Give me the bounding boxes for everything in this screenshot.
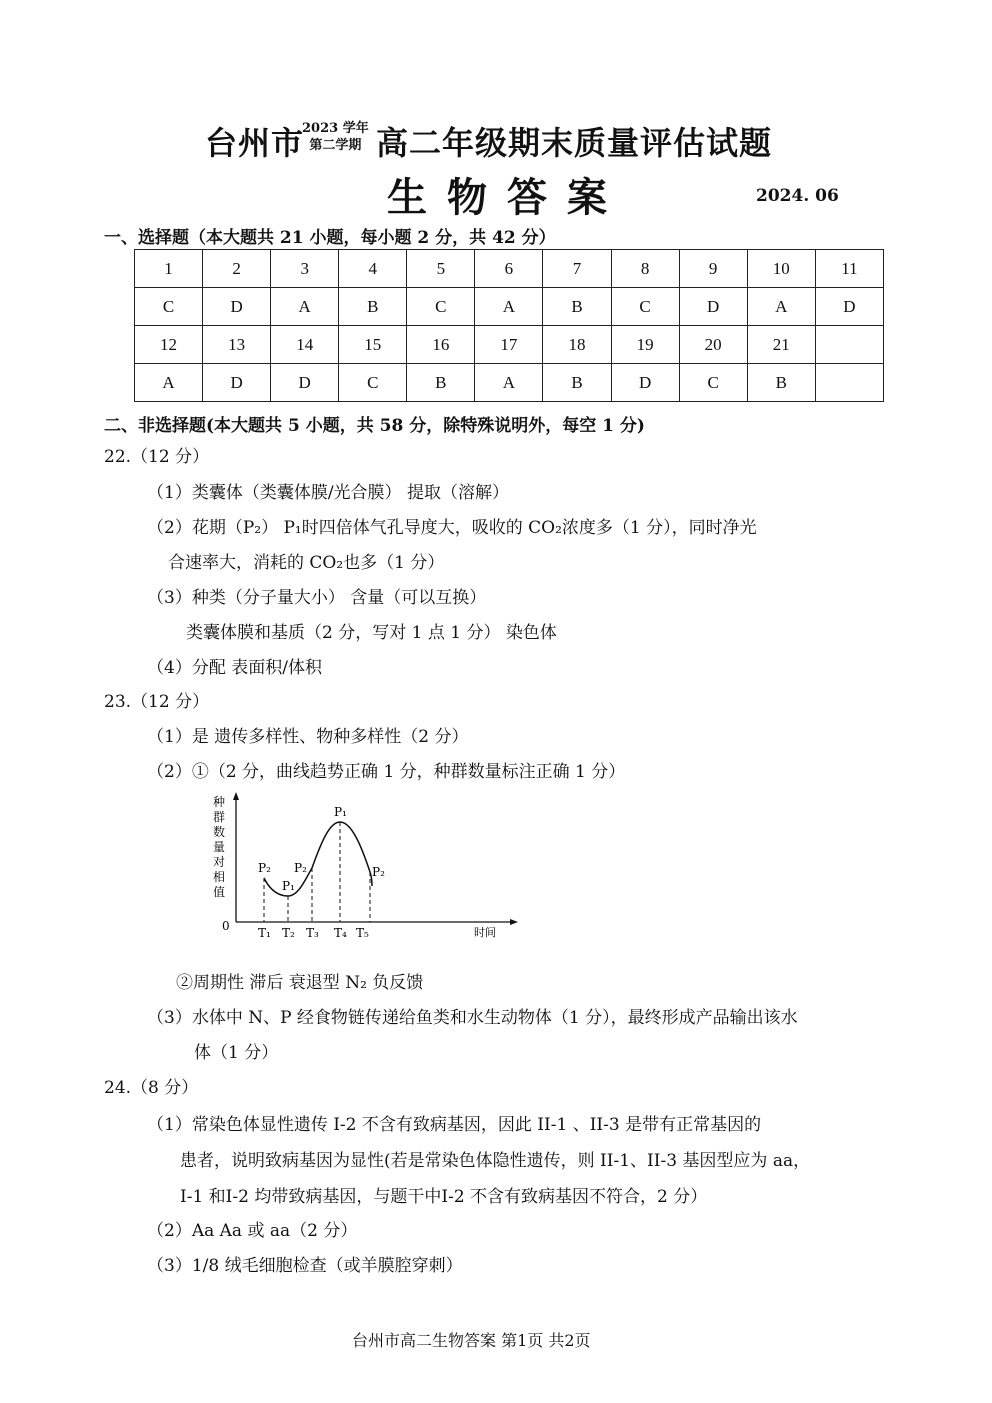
table-row-answers	[135, 288, 884, 326]
q24-line3: Ⅰ-1 和Ⅰ-2 均带致病基因，与题干中Ⅰ-2 不含有致病基因不符合，2 分）	[180, 1187, 708, 1207]
graph-ylabel-char: 数	[213, 825, 226, 839]
table-cell: C	[135, 288, 203, 326]
table-cell: 5	[407, 250, 475, 288]
table-cell: 19	[611, 326, 679, 364]
table-cell: 9	[679, 250, 747, 288]
table-cell: 8	[611, 250, 679, 288]
graph-guides	[264, 822, 370, 922]
table-cell: 11	[815, 250, 883, 288]
table-cell: 3	[271, 250, 339, 288]
table-row-question-numbers	[135, 250, 884, 288]
graph-ylabel-char: 相	[213, 870, 226, 884]
graph-ylabel-char: 量	[213, 840, 226, 854]
q22-line5: 类囊体膜和基质（2 分，写对 1 点 1 分） 染色体	[186, 623, 557, 643]
table-cell: D	[203, 364, 271, 402]
table-cell: C	[611, 288, 679, 326]
title-year-stack	[302, 120, 369, 154]
table-cell: D	[611, 364, 679, 402]
section1-heading: 一、选择题（本大题共 21 小题，每小题 2 分，共 42 分）	[104, 228, 556, 248]
answer-table	[134, 249, 884, 402]
q24-line2: 患者，说明致病基因为显性(若是常染色体隐性遗传，则 II-1、II-3 基因型应为 aa，	[180, 1151, 811, 1171]
table-cell: C	[407, 288, 475, 326]
q22-line4: （3）种类（分子量大小） 含量（可以互换）	[147, 588, 487, 608]
graph-x-tick-label: T₅	[356, 926, 369, 940]
graph-ylabel-char: 值	[213, 885, 226, 899]
table-cell: A	[747, 288, 815, 326]
table-cell: 18	[543, 326, 611, 364]
table-cell: 7	[543, 250, 611, 288]
table-cell: B	[543, 364, 611, 402]
exam-date: 2024. 06	[756, 186, 839, 206]
section2-heading: 二、非选择题(本大题共 5 小题，共 58 分，除特殊说明外，每空 1 分)	[104, 416, 645, 436]
q24-line1: （1）常染色体显性遗传 Ⅰ-2 不含有致病基因，因此 II-1 、II-3 是带有正常基因的	[147, 1115, 762, 1135]
table-cell: D	[679, 288, 747, 326]
graph-ylabel-char: 种	[213, 795, 226, 809]
title-city: 台州市	[205, 124, 305, 162]
q23-line1: （1）是 遗传多样性、物种多样性（2 分）	[147, 727, 469, 747]
table-cell: A	[475, 364, 543, 402]
table-row-answers	[135, 364, 884, 402]
q24-line4: （2）Aa Aa 或 aa（2 分）	[147, 1221, 358, 1241]
graph-x-tick-label: T₁	[258, 926, 271, 940]
q23-title: 23.（12 分）	[104, 692, 210, 712]
page-footer: 台州市高二生物答案 第1页 共2页	[352, 1331, 591, 1350]
population-graph	[200, 790, 530, 950]
title-year-top: 2023 学年	[302, 121, 369, 136]
graph-point-label: P₂	[372, 865, 385, 879]
table-cell	[815, 364, 883, 402]
table-cell: 21	[747, 326, 815, 364]
table-cell: B	[407, 364, 475, 402]
table-cell	[815, 326, 883, 364]
table-cell: C	[679, 364, 747, 402]
graph-ylabel-char: 群	[213, 810, 226, 824]
table-cell: 20	[679, 326, 747, 364]
table-cell: 2	[203, 250, 271, 288]
table-cell: 10	[747, 250, 815, 288]
q24-line5: （3）1/8 绒毛细胞检查（或羊膜腔穿刺）	[147, 1256, 463, 1276]
graph-x-tick-label: T₄	[334, 926, 347, 940]
graph-point-label: P₁	[282, 879, 295, 893]
q23-line5: 体（1 分）	[194, 1043, 279, 1063]
table-cell: 4	[339, 250, 407, 288]
graph-curve	[264, 822, 372, 896]
q23-line2: （2）①（2 分，曲线趋势正确 1 分，种群数量标注正确 1 分）	[147, 762, 626, 782]
q22-title: 22.（12 分）	[104, 447, 210, 467]
graph-x-arrow	[510, 919, 518, 925]
graph-x-tick-label: T₃	[306, 926, 319, 940]
graph-y-arrow	[233, 792, 239, 800]
subtitle: 生物答案	[387, 174, 627, 221]
table-cell: C	[339, 364, 407, 402]
graph-xlabel: 时间	[474, 926, 496, 939]
table-cell: A	[135, 364, 203, 402]
q22-line6: （4）分配 表面积/体积	[147, 658, 322, 678]
q22-line2: （2）花期（P₂） P₁时四倍体气孔导度大，吸收的 CO₂浓度多（1 分），同时净光	[147, 518, 757, 538]
table-cell: 12	[135, 326, 203, 364]
table-cell: B	[747, 364, 815, 402]
table-row-question-numbers	[135, 326, 884, 364]
q23-line4: （3）水体中 N、P 经食物链传递给鱼类和水生动物体（1 分），最终形成产品输出该水	[147, 1008, 798, 1028]
table-cell: B	[543, 288, 611, 326]
graph-point-label: P₁	[334, 805, 347, 819]
table-cell: D	[203, 288, 271, 326]
graph-point-label: P₂	[294, 861, 307, 875]
table-cell: 6	[475, 250, 543, 288]
table-cell: 13	[203, 326, 271, 364]
table-cell: A	[475, 288, 543, 326]
table-cell: 17	[475, 326, 543, 364]
q22-line1: （1）类囊体（类囊体膜/光合膜） 提取（溶解）	[147, 483, 509, 503]
title-main: 高二年级期末质量评估试题	[376, 124, 773, 162]
q24-title: 24.（8 分）	[104, 1078, 199, 1098]
graph-origin: 0	[222, 919, 230, 933]
graph-point-label: P₂	[258, 861, 271, 875]
table-cell: A	[271, 288, 339, 326]
table-cell: D	[271, 364, 339, 402]
graph-ylabel-char: 对	[213, 855, 226, 869]
table-cell: D	[815, 288, 883, 326]
q23-line3: ②周期性 滞后 衰退型 N₂ 负反馈	[176, 973, 424, 993]
table-cell: B	[339, 288, 407, 326]
graph-ylabel	[213, 795, 225, 899]
table-cell: 1	[135, 250, 203, 288]
table-cell: 14	[271, 326, 339, 364]
q22-line3: 合速率大，消耗的 CO₂也多（1 分）	[168, 553, 445, 573]
table-cell: 16	[407, 326, 475, 364]
table-cell: 15	[339, 326, 407, 364]
graph-x-tick-label: T₂	[282, 926, 295, 940]
title-year-bottom: 第二学期	[309, 138, 362, 153]
